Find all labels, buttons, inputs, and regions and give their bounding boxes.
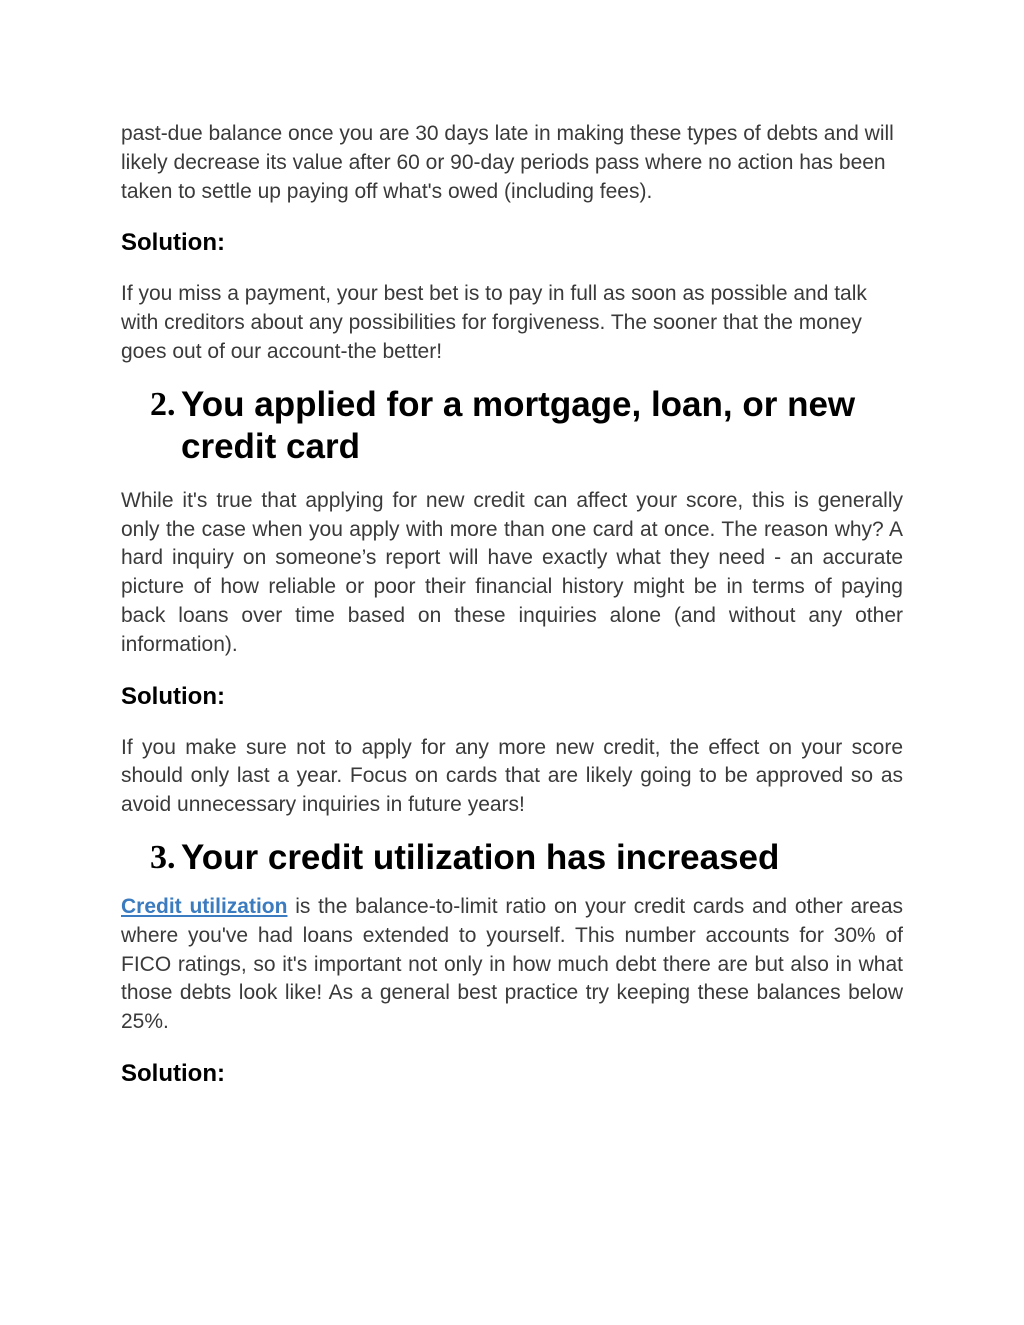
section-body-2: While it's true that applying for new credit can affect your score, this is generally only the case when you apply with more than one card at once. The reason why? A hard inquiry on someone’s report will have exactly what they need - an accurate picture of how reliable or poor their financial history might be in terms of paying back loans over time based on these inquiries alone (and without any other information). bbox=[121, 488, 903, 656]
section-title-2: You applied for a mortgage, loan, or new credit card bbox=[181, 384, 856, 466]
solution-heading-3: Solution: bbox=[121, 1059, 225, 1087]
section-title-3: Your credit utilization has increased bbox=[181, 837, 780, 877]
section-body-3 bbox=[121, 893, 903, 1037]
solution-heading-2: Solution: bbox=[121, 682, 225, 710]
credit-utilization-link[interactable]: Credit utilization bbox=[121, 894, 288, 918]
section-number-3: 3. bbox=[150, 838, 176, 876]
section-heading-2 bbox=[121, 384, 903, 468]
section-heading-3 bbox=[121, 837, 903, 879]
solution-text-1: If you miss a payment, your best bet is to pay in full as soon as possible and talk with creditors about any possibilities for forgiveness. The sooner that the money goes out of our account-the better! bbox=[121, 282, 867, 363]
section-body-3-text: is the balance-to-limit ratio on your credit cards and other areas where you've had loans extended to yourself. This number accounts for 30% of FICO ratings, so it's important not only in how much debt there are but also in what those debts look like! As a general best practice try keeping these balances below 25%. bbox=[121, 894, 904, 1034]
document-page bbox=[121, 120, 903, 1089]
intro-paragraph: past-due balance once you are 30 days late in making these types of debts and will likely decrease its value after 60 or 90-day periods pass where no action has been taken to settle up paying off what's owed (including fees). bbox=[121, 122, 894, 203]
solution-heading-1: Solution: bbox=[121, 229, 225, 257]
solution-text-2: If you make sure not to apply for any more new credit, the effect on your score should only last a year. Focus on cards that are likely going to be approved so as avoid unnecessary inquiries in future years! bbox=[121, 735, 903, 817]
section-number-2: 2. bbox=[150, 385, 176, 423]
